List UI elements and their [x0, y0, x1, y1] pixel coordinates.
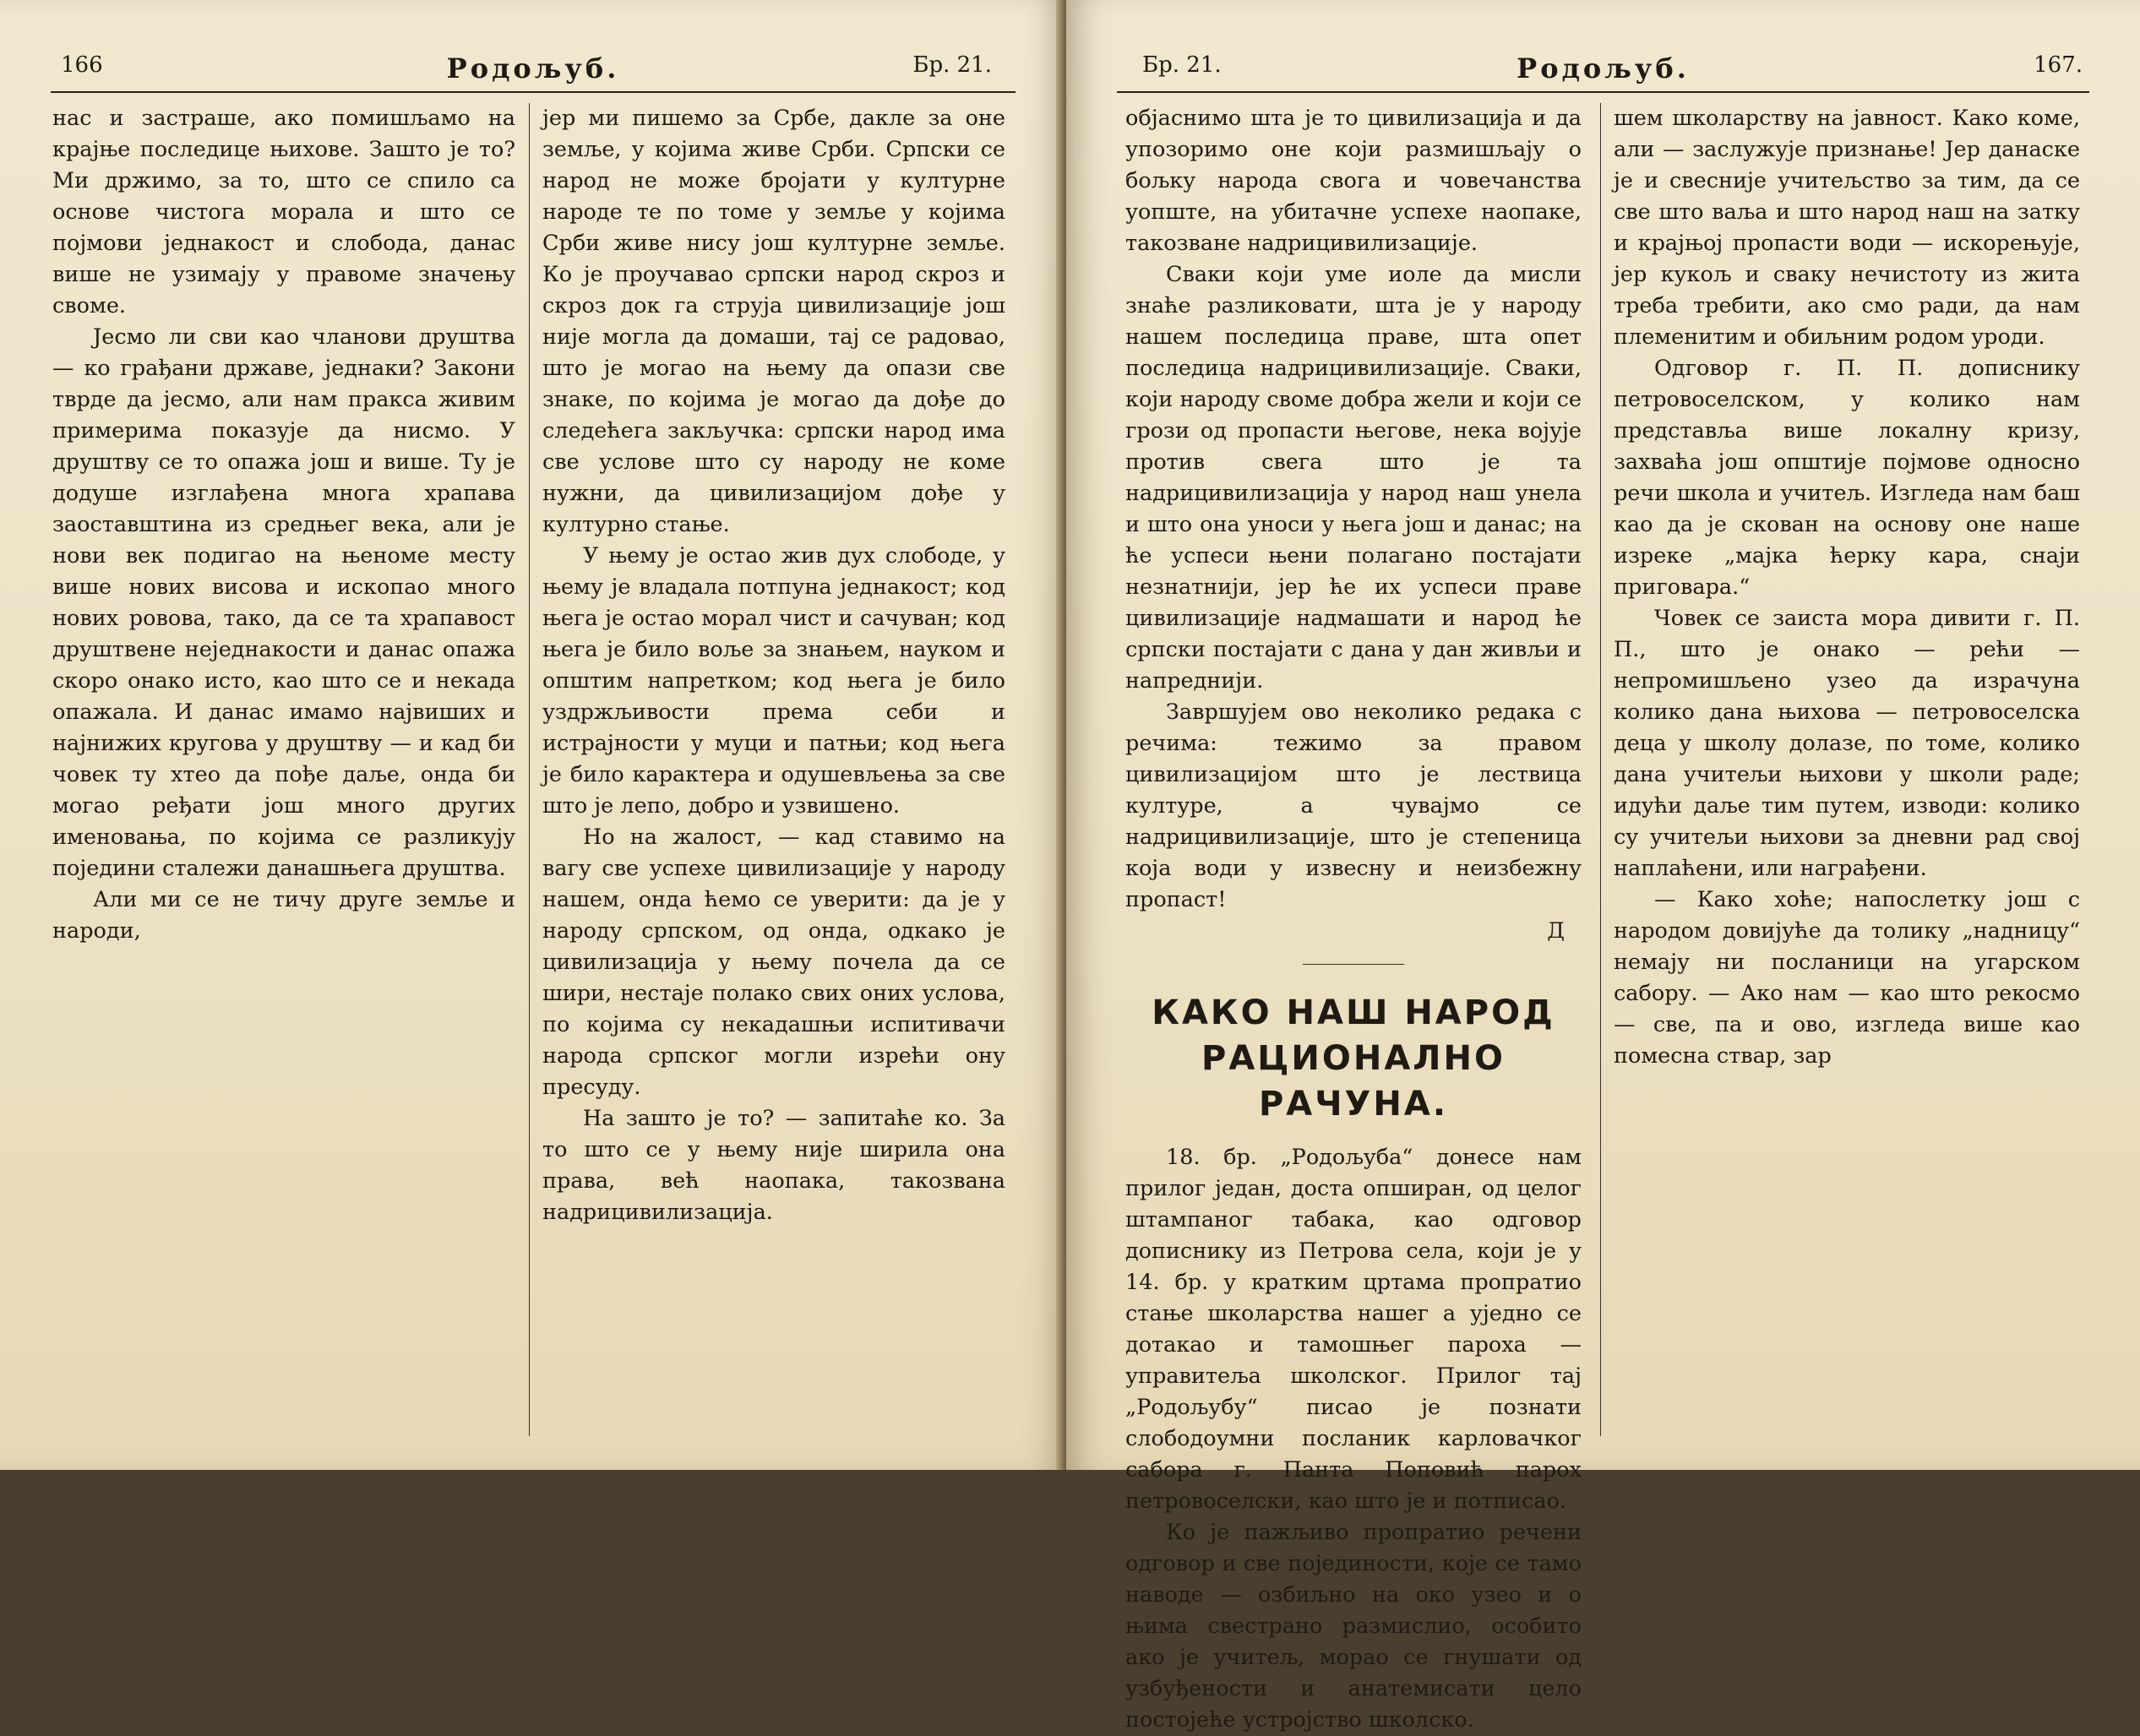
paragraph: Завршујем ово неколико редака с речима: тежимо за правом цивилизацијом што је лествица културе, а чувајмо се надрицивилизације, што је степеница која води у извесну и неизбежну пропаст! [1125, 699, 1582, 912]
paragraph: Одговор г. П. П. дописнику петровоселском, у колико нам представља више локалну кризу, захваћа још општије појмове односно речи школа и учитељ. Изгледа нам баш као да је скован на основу оне наше изреке „мајка ћерку кара, снаји приговара.“ [1614, 356, 2080, 600]
paragraph: У њему је остао жив дух слободе, у њему је владала потпуна једнакост; код њега је остао морал чист и сачуван; код њега је било воље за знањем, науком и општим напретком; код њега је било уздржљивости према себи и истрајности у муци и патњи; код њега је било карактера и одушевљења за све што је лепо, добро и узвишено. [542, 543, 1005, 819]
paragraph: Ко је пажљиво пропратио речени одговор и све појединости, које се тамо наводе — озбиљно на око узео и о њима свестрано размислио, особито ако је учитељ, морао се гнушати од узбуђености и анатемисати цело постојеће устројство школско. [1125, 1520, 1582, 1733]
right-column-1 [1125, 103, 1582, 1733]
author-signature: Д [1547, 918, 1565, 944]
article-headline: КАКО НАШ НАРОД РАЦИОНАЛНО РАЧУНА. [1152, 993, 1555, 1124]
left-issue-number: Бр. 21. [912, 52, 992, 78]
paragraph: 18. бр. „Родољуба“ донесе нам прилог један, доста опширан, од целог штампаног табака, као одговор дописнику из Петрова села, који је у 14. бр. у кратким цртама пропратио стање школарства нашег а уједно се дотакао и тамошњег пароха — управитеља школског. Прилог тај „Родољубу“ писао је познати слободоумни посланик карловачког сабора г. Панта Поповић парох петровоселски, као што је и потписао. [1125, 1145, 1582, 1514]
left-page-number: 166 [61, 52, 103, 78]
left-column-rule [529, 103, 530, 1436]
paragraph: шем школарству на јавност. Како коме, али — заслужује признање! Јер данаске је и свесније учитељство за тим, да се све што ваља и што народ наш на затку и крајњој пропасти води — искорењује, јер кукољ и сваку нечистоту из жита треба требити, ако смо ради, да нам племенитим и обиљним родом уроди. [1614, 106, 2080, 350]
right-page-number: 167. [2034, 52, 2083, 78]
right-running-header [1117, 52, 2089, 86]
left-header-rule [51, 91, 1016, 93]
paragraph: Сваки који уме иоле да мисли знаће разликовати, шта је у народу нашем последица праве, шта опет последица надрицивилизације. Сваки, који народу своме добра жели и који се грози од пропасти његове, нека војује против свега што је та надрицивилизација у народ наш унела и што она уноси у њега још и данас; на ће успеси њени полагано постајати незнатнији, јер ће их успеси праве цивилизације надмашати и народ ће српски постајати с дана у дан живљи и напреднији. [1125, 262, 1582, 694]
paragraph: — Како хоће; напослетку још с народом довијуће да толику „надницу“ немају ни посланици на угарском сабору. — Ако нам — као што рекосмо — све, па и ово, изгледа више као помесна ствар, зар [1614, 887, 2080, 1069]
paragraph: нас и застраше, ако помишљамо на крајње последице њихове. Зашто је то? Ми држимо, за то, што се спило са основе чистога морала и што се појмови једнакост и слобода, данас више не узимају у правоме значењу свомe. [52, 106, 515, 318]
left-column-2 [542, 103, 1005, 1445]
right-column-2 [1614, 103, 2080, 1445]
paragraph: Но на жалост, — кад ставимо на вагу све успехе цивилизације у народу нашем, онда ћемо се уверити: да је у народу српском, од онда, одкако је цивилизација у њему почела да се шири, нестаје полако свих оних услова, по којима су некадашњи испитивачи народа српског могли изрећи ону пресуду. [542, 824, 1005, 1100]
right-issue-number: Бр. 21. [1142, 52, 1222, 78]
article-separator [1303, 964, 1404, 965]
left-masthead: Родољуб. [446, 52, 620, 84]
paragraph: На зашто је то? — запитаће ко. За то што се у њему није ширила она права, већ наопака, такозвана надрицивилизација. [542, 1106, 1005, 1225]
paragraph: Али ми се не тичу друге земље и народи, [52, 887, 515, 944]
right-page [1066, 0, 2140, 1733]
paragraph: Јесмо ли сви као чланови друштва — ко грађани државе, једнаки? Закони тврде да јесмо, али нам пракса живим примерима показује да нисмо. У друштву се то опажа још и више. Ту је додуше изглађена многа храпава заоставштина из средњег века, али је нови век подигао на њеноме месту више нових висова и ископао много нових ровова, тако, да се та храпавост друштвене неједнакости и данас опажа скоро онако исто, као што се и некада опажала. И данас имамо највиших и најнижих кругова у друштву — и кад би човек ту хтео да пође даље, онда би могао ређати још много других именовања, по којима се разликују поједини сталежи данашњега друштва. [52, 324, 515, 881]
left-running-header [51, 52, 1016, 86]
left-page [0, 0, 1066, 1470]
paragraph: објаснимо шта је то цивилизација и да упозоримо оне који размишљају о бољку народа свога и човечанства уопште, на убитачне успехе наопаке, такозване надрицивилизације. [1125, 106, 1582, 256]
paragraph: јер ми пишемо за Србе, дакле за оне земље, у којима живе Срби. Српски се народ не може бројати у културне народе те по томе у земље у којима Срби живе нису још културне земље. Ко је проучавао српски народ скроз и скроз док га струја цивилизације још није могла да домаши, тај се радовао, што је могао на њему да опази све знаке, по којима је могао да дође до следећега закључка: српски народ има све услове што су народу не коме нужни, да цивилизацијом дође у културно стање. [542, 106, 1005, 537]
paragraph: Човек се заиста мора дивити г. П. П., што је онако — рећи — непромишљено узео да израчуна колико дана њихова — петровоселска деца у школу долазе, по томе, колико дана учитељи њихови у школи раде; идући даље тим путем, изводи: колико су учитељи њихови за дневни рад свој наплаћени, или награђени. [1614, 606, 2080, 881]
right-header-rule [1117, 91, 2089, 93]
left-column-1 [52, 103, 515, 1445]
right-column-rule [1600, 103, 1601, 1436]
right-masthead: Родољуб. [1517, 52, 1690, 84]
